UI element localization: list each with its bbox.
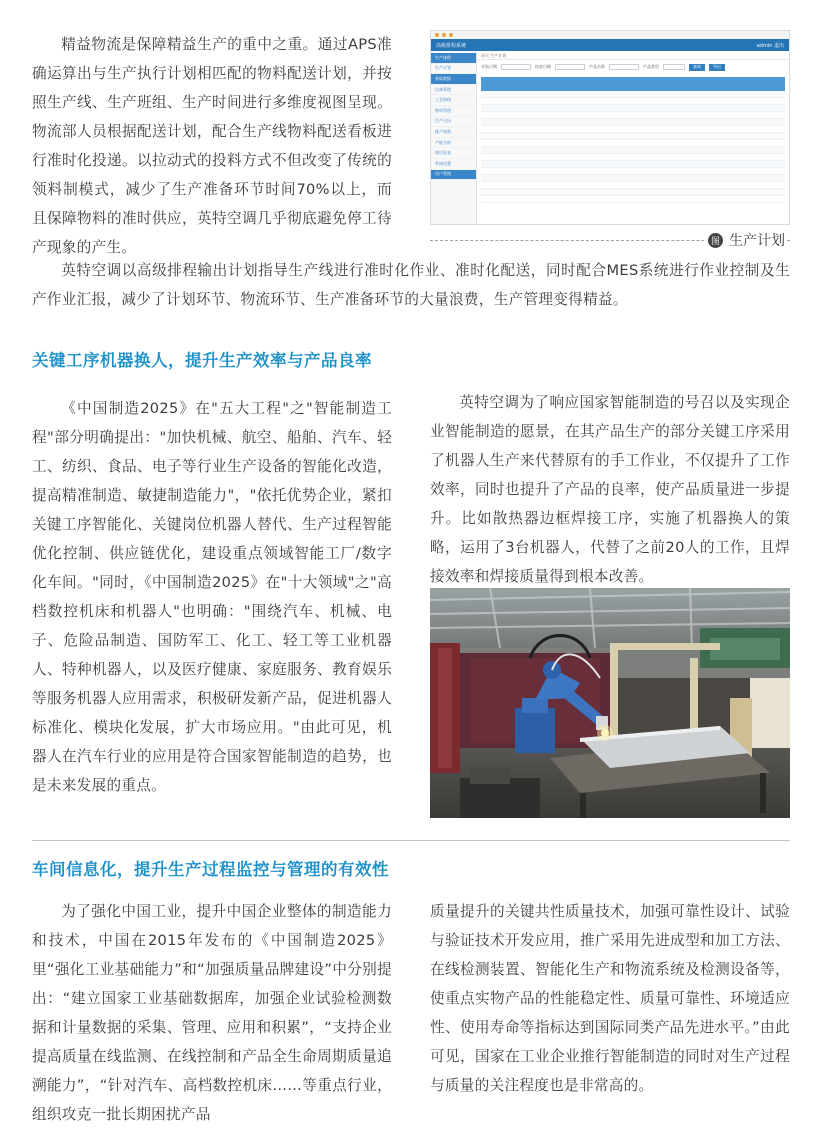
- sidebar-item: 工艺路线: [431, 95, 476, 106]
- table-row: [481, 105, 785, 112]
- sidebar-item: 基础数据: [431, 74, 476, 85]
- section-divider: [32, 840, 790, 841]
- sidebar-item: 排产规则: [431, 127, 476, 138]
- section2-right-column: [430, 897, 790, 1100]
- system-name: 高级排程系统: [436, 42, 467, 49]
- section2-right-text: 质量提升的关键共性质量技术，加强可靠性设计、试验与验证技术开发应用，推广采用先进成型和加工方法、在线检测装置、智能化生产和物流系统及检测设备等，使重点实物产品的性能稳定性、质量可靠性、环境适应性、使用寿命等指标达到国际同类产品先进水平。”由此可见，国家在工业企业推行智能制造的同时对生产过程与质量的关注程度也是非常高的。: [430, 903, 790, 1094]
- sidebar-item: 生产排程: [431, 53, 476, 64]
- table-row: [481, 140, 785, 147]
- table-row: [481, 161, 785, 168]
- filter-input: [501, 64, 531, 70]
- sidebar-item: 统计报表: [431, 148, 476, 159]
- section1-left-column: [32, 394, 392, 800]
- section1-left-text: 《中国制造2025》在"五大工程"之"智能制造工程"部分明确提出："加快机械、航空、船舶、汽车、轻工、纺织、食品、电子等行业生产设备的智能化改造，提高精准制造、敏捷制造能力"，"依托优势企业，紧扣关键工序智能化、关键岗位机器人替代、生产过程智能优化控制、供应链优化，建设重点领域智能工厂/数字化车间。"同时，《中国制造2025》在"十大领域"之"高档数控机床和机器人"也明确："围绕汽车、机械、电子、危险品制造、国防军工、化工、轻工等工业机器人、特种机器人，以及医疗健康、家庭服务、教育娱乐等服务机器人应用需求，积极研发新产品，促进机器人标准化、模块化发展，扩大市场应用。"由此可见，机器人在汽车行业的应用是符合国家智能制造的趋势，也是未来发展的重点。: [32, 400, 392, 794]
- section2-left-text: 为了强化中国工业，提升中国企业整体的制造能力和技术，中国在2015年发布的《中国制造2025》里“强化工业基础能力”和“加强质量品牌建设”中分别提出：“建立国家工业基础数据库，加强企业试验检测数据和计量数据的采集、管理、应用和积累”，“支持企业提高质量在线监测、在线控制和产品全生命周期质量追溯能力”，“针对汽车、高档数控机床……等重点行业，组织攻克一批长期困扰产品: [32, 903, 392, 1123]
- filter-label: 开始日期: [481, 64, 497, 69]
- table-row: [481, 98, 785, 105]
- table-body: [481, 91, 785, 203]
- sidebar-item: 系统设置: [431, 159, 476, 170]
- query-button: 查询: [689, 64, 705, 71]
- caption-text: 生产计划: [729, 233, 785, 249]
- section1-right-column: [430, 388, 790, 591]
- table-row: [481, 133, 785, 140]
- section-heading-robots: 关键工序机器换人，提升生产效率与产品良率: [32, 351, 372, 370]
- table-row: [481, 112, 785, 119]
- intro-paragraph-text: 精益物流是保障精益生产的重中之重。通过APS准确运算出与生产执行计划相匹配的物料配送计划，并按照生产线、生产班组、生产时间进行多维度视图呈现。物流部人员根据配送计划，配合生产线物料配送看板进行准时化投递。以拉动式的投料方式不但改变了传统的领料制模式，减少了生产准备环节时间70%以上，而且保障物料的准时供应，英特空调几乎彻底避免停工待产现象的产生。: [32, 36, 392, 256]
- filter-label: 产品名称: [589, 64, 605, 69]
- breadcrumb: 首页 生产计划: [477, 51, 789, 60]
- table-row: [481, 189, 785, 196]
- user-menu: admin 退出: [756, 42, 784, 49]
- intro-paragraph: [32, 30, 392, 262]
- aps-paragraph: [32, 256, 790, 314]
- section1-right-text: 英特空调为了响应国家智能制造的号召以及实现企业智能制造的愿景，在其产品生产的部分关键工序采用了机器人生产来代替原有的手工作业，不仅提升了工作效率，同时也提升了产品的良率，使产品质量进一步提升。比如散热器边框焊接工序，实施了机器换人的策略，运用了3台机器人，代替了之前20人的工作，且焊接效率和焊接质量得到根本改善。: [430, 394, 790, 585]
- table-row: [481, 196, 785, 203]
- production-plan-screenshot: [430, 30, 790, 225]
- section2-left-column: [32, 897, 392, 1129]
- window-title-bar: [431, 31, 789, 39]
- table-header: [481, 77, 785, 91]
- app-body: [431, 51, 789, 224]
- table-row: [481, 126, 785, 133]
- app-sidebar: [431, 51, 477, 224]
- sidebar-item: 生产计划: [431, 64, 476, 75]
- table-row: [481, 182, 785, 189]
- table-row: [481, 168, 785, 175]
- plan-table: [481, 77, 785, 203]
- app-footer: [477, 214, 789, 222]
- sidebar-item: 产能分析: [431, 138, 476, 149]
- sidebar-item: 物料管理: [431, 106, 476, 117]
- aps-paragraph-text: 英特空调以高级排程输出计划指导生产线进行准时化作业、准时化配送，同时配合MES系统进行作业控制及生产作业汇报，减少了计划环节、物流环节、生产准备环节的大量浪费，生产管理变得精益。: [32, 262, 790, 308]
- filter-input: [663, 64, 685, 70]
- welding-robot-illustration: [430, 588, 790, 818]
- app-header: [431, 39, 789, 51]
- sidebar-item: 用户管理: [431, 170, 476, 181]
- table-row: [481, 119, 785, 126]
- filter-row: [477, 60, 789, 74]
- sidebar-item: 生产日历: [431, 117, 476, 128]
- app-main: [477, 51, 789, 224]
- sidebar-item: 设备管理: [431, 85, 476, 96]
- export-button: 导出: [709, 64, 725, 71]
- table-row: [481, 154, 785, 161]
- filter-input: [555, 64, 585, 70]
- figure-caption: [704, 230, 785, 250]
- table-row: [481, 147, 785, 154]
- section-heading-workshop: 车间信息化，提升生产过程监控与管理的有效性: [32, 860, 389, 879]
- table-row: [481, 91, 785, 98]
- filter-label: 结束日期: [535, 64, 551, 69]
- welding-robot-photo: [430, 588, 790, 818]
- figure-icon: 图: [708, 233, 723, 248]
- filter-input: [609, 64, 639, 70]
- table-row: [481, 175, 785, 182]
- filter-label: 产品类型: [643, 64, 659, 69]
